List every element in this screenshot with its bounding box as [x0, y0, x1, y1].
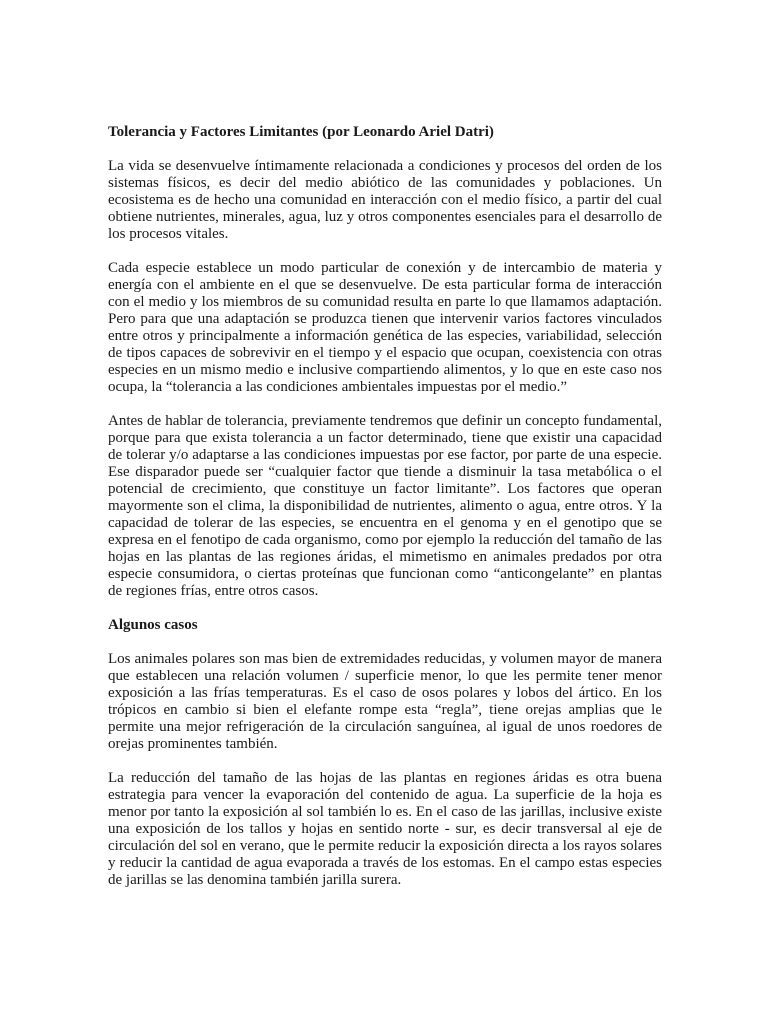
paragraph-polar-animals: Los animales polares son mas bien de extremidades reducidas, y volumen mayor de manera que establecen una relación volumen / superficie menor, lo que les permite tener menor exposición a las frías temperaturas. Es el caso de osos polares y lobos del ártico. En los trópicos en cambio si bien el elefante rompe esta “regla”, tiene orejas amplias que le permite una mejor refrigeración de la circulación sanguínea, al igual de unos roedores de orejas prominentes también.	[108, 651, 662, 752]
paragraph-limiting-factor: Antes de hablar de tolerancia, previamente tendremos que definir un concepto fundamental, porque para que exista tolerancia a un factor determinado, tiene que existir una capacidad de tolerar y/o adaptarse a las condiciones impuestas por ese factor, por parte de una especie. Ese disparador puede ser “cualquier factor que tiende a disminuir la tasa metabólica o el potencial de crecimiento, que constituye un factor limitante”. Los factores que operan mayormente son el clima, la disponibilidad de nutrientes, alimento o agua, entre otros. Y la capacidad de tolerar de las especies, se encuentra en el genoma y en el genotipo que se expresa en el fenotipo de cada organismo, como por ejemplo la reducción del tamaño de las hojas en las plantas de las regiones áridas, el mimetismo en animales predados por otra especie consumidora, o ciertas proteínas que funcionan como “anticongelante” en plantas de regiones frías, entre otros casos.	[108, 413, 662, 599]
paragraph-adaptation: Cada especie establece un modo particular de conexión y de intercambio de materia y energía con el ambiente en el que se desenvuelve. De esta particular forma de interacción con el medio y los miembros de su comunidad resulta en parte lo que llamamos adaptación. Pero para que una adaptación se produzca tienen que intervenir varios factores vinculados entre otros y principalmente a información genética de las especies, variabilidad, selección de tipos capaces de sobrevivir en el tiempo y el espacio que ocupan, coexistencia con otras especies en un mismo medio e inclusive compartiendo alimentos, y lo que en este caso nos ocupa, la “tolerancia a las condiciones ambientales impuestas por el medio.”	[108, 260, 662, 395]
paragraph-arid-plants: La reducción del tamaño de las hojas de las plantas en regiones áridas es otra buena estrategia para vencer la evaporación del contenido de agua. La superficie de la hoja es menor por tanto la exposición al sol también lo es. En el caso de las jarillas, inclusive existe una exposición de los tallos y hojas en sentido norte - sur, es decir transversal al eje de circulación del sol en verano, que le permite reducir la exposición directa a los rayos solares y reducir la cantidad de agua evaporada a través de los estomas. En el campo estas especies de jarillas se las denomina también jarilla surera.	[108, 770, 662, 888]
paragraph-intro: La vida se desenvuelve íntimamente relacionada a condiciones y procesos del orden de los sistemas físicos, es decir del medio abiótico de las comunidades y poblaciones. Un ecosistema es de hecho una comunidad en interacción con el medio físico, a partir del cual obtiene nutrientes, minerales, agua, luz y otros componentes esenciales para el desarrollo de los procesos vitales.	[108, 158, 662, 242]
document-title: Tolerancia y Factores Limitantes (por Leonardo Ariel Datri)	[108, 124, 494, 140]
section-heading-cases: Algunos casos	[108, 617, 198, 633]
document-page	[108, 124, 662, 889]
